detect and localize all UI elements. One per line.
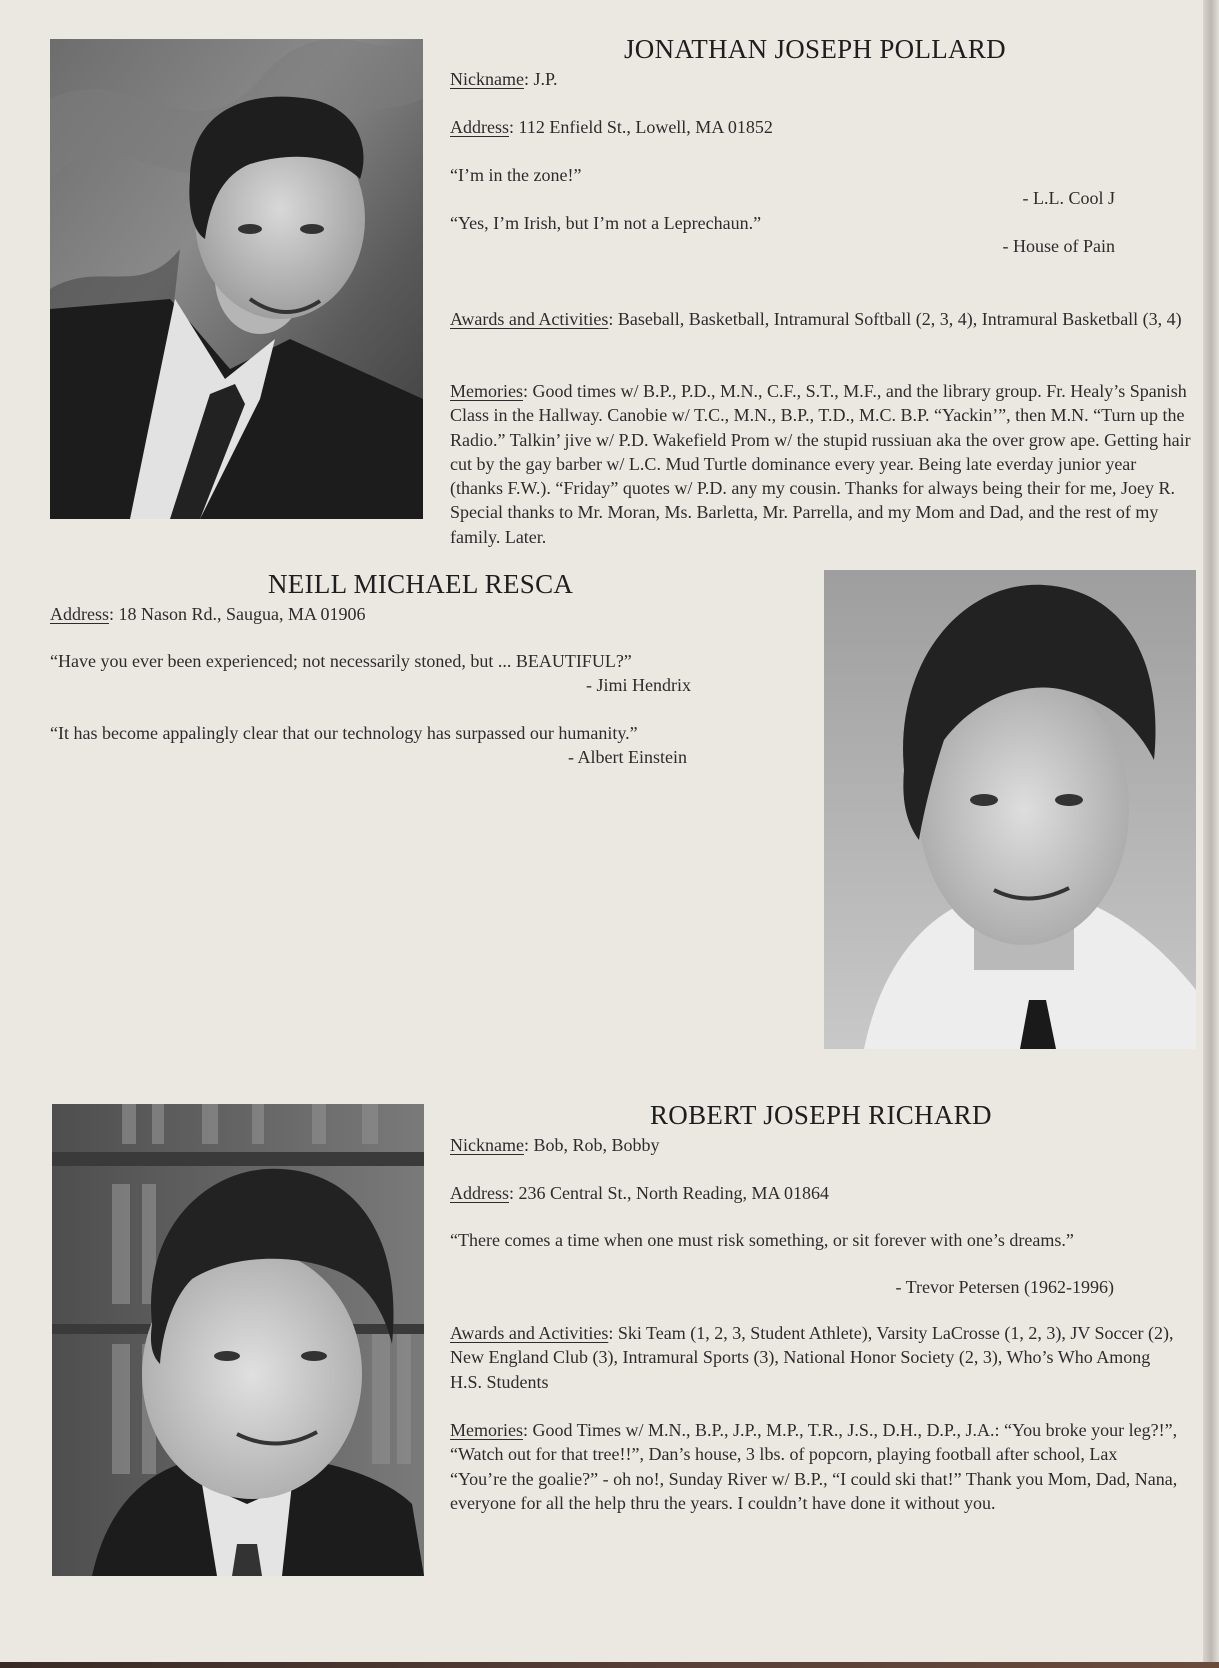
memories-label: Memories [450,381,523,401]
student-name-richard: ROBERT JOSEPH RICHARD [650,1100,992,1130]
address-value: : 236 Central St., North Reading, MA 01864 [509,1183,829,1203]
student-name-pollard: JONATHAN JOSEPH POLLARD [624,34,1006,64]
nickname-label: Nickname [450,1135,524,1155]
awards-label: Awards and Activities [450,309,609,329]
quote-author: - House of Pain [1002,236,1115,256]
address-line [450,115,773,139]
page-bottom-edge [0,1662,1219,1668]
nickname-label: Nickname [450,69,524,89]
student-name-resca: NEILL MICHAEL RESCA [268,569,574,599]
quote-author: - L.L. Cool J [1022,188,1115,208]
memories-paragraph [450,379,1192,549]
quote-author: - Jimi Hendrix [586,675,691,695]
address-line [50,602,366,626]
nickname-line [450,67,558,91]
awards-value: : Ski Team (1, 2, 3, Student Athlete), Varsity LaCrosse (1, 2, 3), JV Soccer (2), New England Club (3), Intramural Sports (3), National Honor Society (2, 3), Who’s Who Among H.S. Students [450,1323,1174,1392]
memories-value: : Good times w/ B.P., P.D., M.N., C.F., S.T., M.F., and the library group. Fr. Healy’s Spanish Class in the Hallway. Canobie w/ T.C., M.N., B.P., T.D., M.C. B.P. “Yackin’”, then M.N. “Turn up the Radio.” Talkin’ jive w/ P.D. Wakefield Prom w/ the stupid russiuan aka the over grow ape. Getting hair cut by the gay barber w/ L.C. Mud Turtle dominance every year. Being late everday junior year (thanks F.W.). “Friday” quotes w/ P.D. any my cousin. Thanks for always being their for me, Joey R. Special thanks to Mr. Moran, Ms. Barletta, Mr. Parrella, and my Mom and Dad, and the rest of my family. Later. [450,381,1191,547]
quote-text: “Yes, I’m Irish, but I’m not a Leprechaun.” [450,213,762,233]
awards-paragraph [450,307,1186,331]
address-value: : 112 Enfield St., Lowell, MA 01852 [509,117,773,137]
page-binding-edge [1203,0,1219,1668]
awards-paragraph [450,1321,1186,1394]
memories-value: : Good Times w/ M.N., B.P., J.P., M.P., T.R., J.S., D.H., D.P., J.A.: “You broke your leg?!”, “Watch out for that tree!!”, Dan’s house, 3 lbs. of popcorn, playing football after school, Lax “You’re the goalie?” - oh no!, Sunday River w/ B.P., “I could ski that!” Thank you Mom, Dad, Nana, everyone for all the help thru the years. I couldn’t have done it without you. [450,1420,1178,1513]
awards-value: : Baseball, Basketball, Intramural Softball (2, 3, 4), Intramural Basketball (3, 4) [608,309,1182,329]
portrait-photo-richard [52,1104,424,1576]
memories-paragraph [450,1418,1178,1515]
quote-text: “Have you ever been experienced; not necessarily stoned, but ... BEAUTIFUL?” [50,651,632,671]
quote-text: “It has become appalingly clear that our technology has surpassed our humanity.” [50,723,638,743]
memories-label: Memories [450,1420,523,1440]
awards-label: Awards and Activities [450,1323,609,1343]
address-label: Address [50,604,109,624]
quote-text: “I’m in the zone!” [450,165,582,185]
quote-author: - Albert Einstein [568,747,687,767]
nickname-value: : J.P. [523,69,558,89]
quote-text: “There comes a time when one must risk something, or sit forever with one’s dreams.” [450,1230,1074,1250]
portrait-photo-pollard [50,39,423,519]
address-value: : 18 Nason Rd., Saugua, MA 01906 [109,604,366,624]
address-line [450,1181,829,1205]
address-label: Address [450,1183,509,1203]
quote-author: - Trevor Petersen (1962-1996) [895,1277,1114,1297]
portrait-photo-resca [824,570,1196,1049]
address-label: Address [450,117,509,137]
nickname-line [450,1133,660,1157]
nickname-value: : Bob, Rob, Bobby [523,1135,660,1155]
